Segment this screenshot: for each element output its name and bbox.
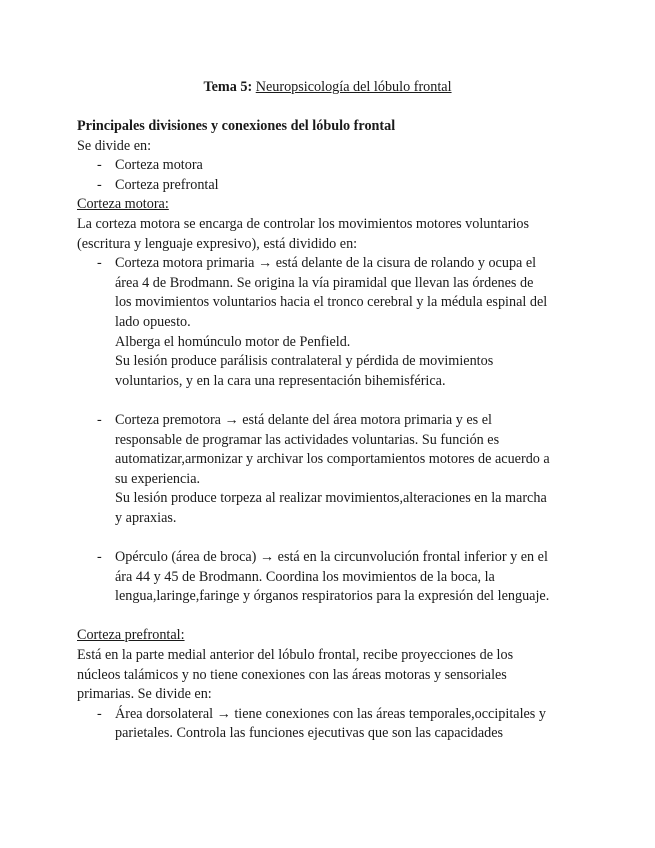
dorsolateral-line: parietales. Controla las funciones ejecutivas que son las capacidades <box>115 725 504 742</box>
primary-line: los movimientos voluntarios hacia el tronco cerebral y la médula espinal del <box>115 294 548 311</box>
opercle-item <box>77 548 582 607</box>
bullet-dash: - <box>97 411 102 428</box>
division-item: - Corteza motora <box>77 156 582 176</box>
premotor-line: su experiencia. <box>115 470 201 487</box>
premotor-line: Su lesión produce torpeza al realizar movimientos,alteraciones en la marcha <box>115 490 547 507</box>
intro-line: Se divide en: <box>77 137 152 154</box>
bullet-dash: - <box>97 157 102 174</box>
premotor-item <box>77 411 582 529</box>
division-item: - Corteza prefrontal <box>77 176 582 196</box>
dorsolateral-item <box>77 705 582 744</box>
premotor-line: automatizar,armonizar y archivar los comportamientos motores de acuerdo a <box>115 451 550 468</box>
spacer <box>77 607 582 627</box>
motor-intro-line: La corteza motora se encarga de controlar los movimientos motores voluntarios <box>77 215 530 232</box>
primary-motor-item <box>77 254 582 391</box>
title-text: Neuropsicología del lóbulo frontal <box>255 79 452 95</box>
motor-intro-line: (escritura y lenguaje expresivo), está dividido en: <box>77 235 358 252</box>
spacer <box>77 528 582 548</box>
prefrontal-heading: Corteza prefrontal: <box>77 627 185 644</box>
premotor-line: responsable de programar las actividades voluntarias. Su función es <box>115 431 500 448</box>
primary-line: área 4 de Brodmann. Se origina la vía piramidal que llevan las órdenes de <box>115 274 534 291</box>
prefrontal-intro-line: Está en la parte medial anterior del lóbulo frontal, recibe proyecciones de los <box>77 647 514 664</box>
bullet-dash: - <box>97 255 102 272</box>
bullet-dash: - <box>97 705 102 722</box>
primary-line: lado opuesto. <box>115 313 191 330</box>
premotor-line: Corteza premotora → está delante del área motora primaria y es el <box>115 411 492 428</box>
dorsolateral-line: Área dorsolateral → tiene conexiones con las áreas temporales,occipitales y <box>115 705 546 722</box>
section-heading: Principales divisiones y conexiones del lóbulo frontal <box>77 118 396 134</box>
document-title <box>0 77 655 97</box>
document-body <box>77 117 582 744</box>
bullet-dash: - <box>97 176 102 193</box>
opercle-line: lengua,laringe,faringe y órganos respiratorios para la expresión del lenguaje. <box>115 588 550 605</box>
opercle-line: Opérculo (área de broca) → está en la circunvolución frontal inferior y en el <box>115 549 548 566</box>
prefrontal-intro-line: núcleos talámicos y no tiene conexiones con las áreas motoras y sensoriales <box>77 666 507 683</box>
opercle-line: ára 44 y 45 de Brodmann. Coordina los movimientos de la boca, la <box>115 568 495 585</box>
primary-line: Alberga el homúnculo motor de Penfield. <box>115 333 351 350</box>
prefrontal-intro-line: primarias. Se divide en: <box>77 686 212 703</box>
primary-line: Su lesión produce parálisis contralateral y pérdida de movimientos <box>115 353 494 370</box>
primary-line: voluntarios, y en la cara una representación bihemisférica. <box>115 372 446 389</box>
motor-heading: Corteza motora: <box>77 196 169 213</box>
title-number: Tema 5: <box>203 79 253 95</box>
spacer <box>77 391 582 411</box>
premotor-line: y apraxias. <box>115 509 177 526</box>
bullet-dash: - <box>97 549 102 566</box>
primary-line: Corteza motora primaria → está delante de la cisura de rolando y ocupa el <box>115 255 537 272</box>
